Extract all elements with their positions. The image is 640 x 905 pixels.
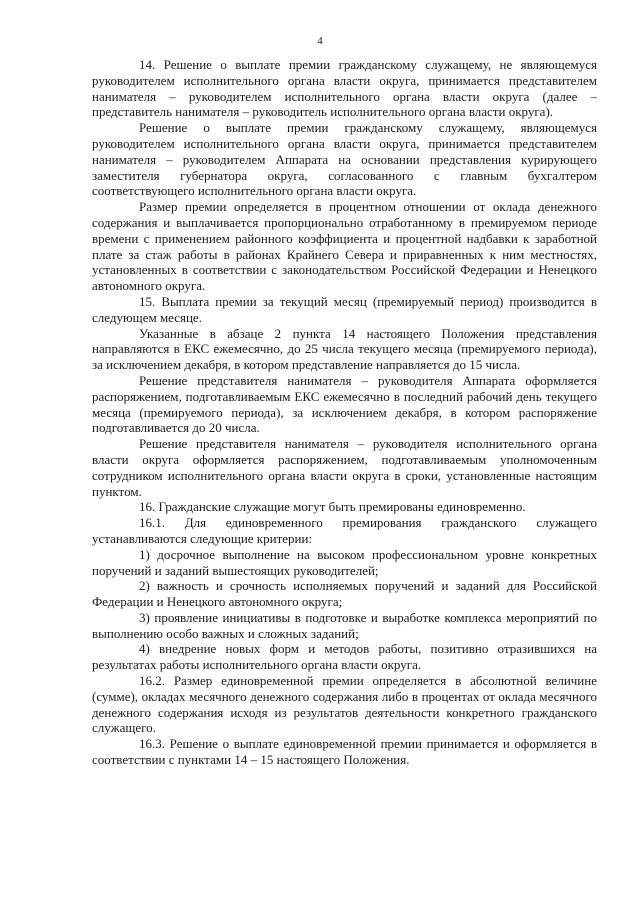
page-number: 4 — [317, 35, 323, 47]
paragraph-16-1: 16.1. Для единовременного премирования гражданского служащего устанавливаются следующие критерии: — [92, 515, 597, 546]
paragraph-15-agency-order: Решение представителя нанимателя – руководителя исполнительного органа власти округа оформляется распоряжением, подготавливаемым уполномоченным сотрудником исполнительного органа власти округа в сроки, установленные настоящим пунктом. — [92, 436, 597, 499]
paragraph-15: 15. Выплата премии за текущий месяц (премируемый период) производится в следующем месяце. — [92, 293, 597, 325]
paragraph-14: 14. Решение о выплате премии гражданскому служащему, не являющемуся руководителем исполнительного органа власти округа, принимается представителем нанимателя – руководителем исполнительного органа власти округа (далее – представитель нанимателя – руководитель исполнительного органа власти округа). — [92, 57, 597, 120]
criterion-1: 1) досрочное выполнение на высоком профессиональном уровне конкретных поручений и заданий вышестоящих руководителей; — [92, 546, 597, 578]
document-body — [92, 57, 597, 768]
criterion-4: 4) внедрение новых форм и методов работы, позитивно отразившихся на результатах работы исполнительного органа власти округа. — [92, 641, 597, 673]
paragraph-16-3: 16.3. Решение о выплате единовременной премии принимается и оформляется в соответствии с пунктами 14 – 15 настоящего Положения. — [92, 736, 597, 768]
paragraph-15-apparatus-order: Решение представителя нанимателя – руководителя Аппарата оформляется распоряжением, подготавливаемым ЕКС ежемесячно в последний рабочий день текущего месяца (премируемого периода), за исключением декабря, в котором распоряжение подготавливается до 20 числа. — [92, 372, 597, 436]
paragraph-bonus-size: Размер премии определяется в процентном отношении от оклада денежного содержания и выплачивается пропорционально отработанному в премируемом периоде времени с применением районного коэффициента и процентной надбавки к заработной плате за стаж работы в районах Крайнего Севера и приравненных к ним местностях, установленных в соответствии с законодательством Российской Федерации и Ненецкого автономного округа. — [92, 199, 597, 294]
paragraph-16-2: 16.2. Размер единовременной премии определяется в абсолютной величине (сумме), окладах месячного денежного содержания либо в процентах от оклада месячного денежного содержания исходя из результатов деятельности конкретного гражданского служащего. — [92, 673, 597, 736]
criterion-2: 2) важность и срочность исполняемых поручений и заданий для Российской Федерации и Ненецкого автономного округа; — [92, 578, 597, 610]
criterion-3: 3) проявление инициативы в подготовке и выработке комплекса мероприятий по выполнению особо важных и сложных заданий; — [92, 609, 597, 641]
paragraph-16: 16. Гражданские служащие могут быть премированы единовременно. — [139, 499, 526, 515]
paragraph-14-head-decision: Решение о выплате премии гражданскому служащему, являющемуся руководителем исполнительного органа власти округа, принимается представителем нанимателя – руководителем Аппарата на основании представления курирующего заместителя губернатора округа, согласованного с главным бухгалтером соответствующего исполнительного органа власти округа. — [92, 120, 597, 199]
paragraph-15-submissions: Указанные в абзаце 2 пункта 14 настоящего Положения представления направляются в ЕКС ежемесячно, до 25 числа текущего месяца (премируемого периода), за исключением декабря, в котором представление направляется до 15 числа. — [92, 325, 597, 373]
